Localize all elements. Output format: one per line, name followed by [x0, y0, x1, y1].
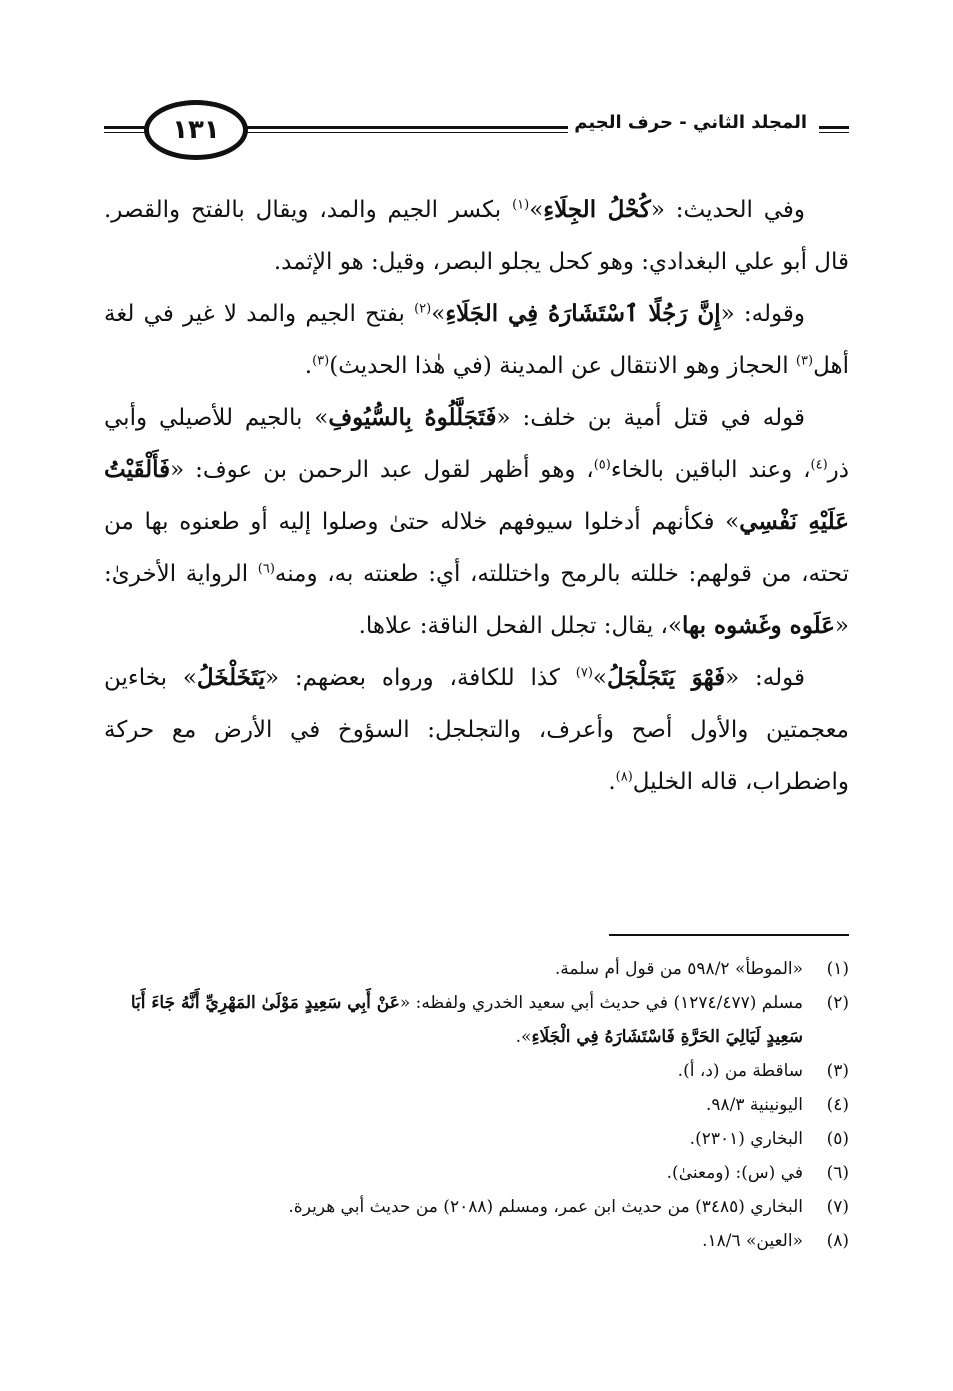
footnote-item	[104, 952, 849, 986]
footnote-ref: (٥)	[593, 457, 611, 473]
footnote-number: (٤)	[826, 1095, 849, 1115]
footnote-text: «العين» ١٨/٦.	[702, 1231, 803, 1251]
footnote-number: (٧)	[826, 1197, 849, 1217]
text-run: » بخاءين معجمتين والأول أصح وأعرف، والتجلجل: السؤوخ في الأرض مع حركة واضطراب، قاله الخليل	[104, 665, 849, 795]
paragraph-3	[104, 392, 849, 652]
text-run: بكسر الجيم والمد، ويقال بالفتح والقصر. قال أبو علي البغدادي: وهو كحل يجلو البصر، وقيل: هو الإثمد.	[104, 197, 849, 275]
footnote-number: (١)	[826, 959, 849, 979]
page-number: ١٣١	[144, 100, 248, 160]
footnote-text: البخاري (٣٤٨٥) من حديث ابن عمر، ومسلم (٢٠٨٨) من حديث أبي هريرة.	[288, 1197, 803, 1217]
hadith-quote: فَهْوَ يَتَجَلْجَلُ	[606, 664, 726, 691]
footnote-text	[131, 993, 803, 1047]
footnote-item	[104, 1156, 849, 1190]
paragraph-1	[104, 184, 849, 288]
running-title: المجلد الثاني - حرف الجيم	[568, 112, 813, 133]
footnote-ref: (٧)	[575, 665, 593, 681]
footnote-item	[104, 1088, 849, 1122]
page-header	[104, 96, 849, 168]
text-run: الرواية الأخرىٰ: «	[104, 561, 849, 639]
paragraph-4	[104, 652, 849, 808]
footnote-separator	[609, 934, 849, 936]
footnote-ref: (٨)	[615, 769, 633, 785]
text-run: قوله في قتل أمية بن خلف: «	[496, 405, 805, 431]
hadith-quote: كُحْلُ الجِلَاءِ	[543, 196, 651, 223]
text-run: ».	[515, 1027, 532, 1047]
hadith-quote: إِنَّ رَجُلًا ٱسْتَشَارَهُ فِي الجَلَاءِ	[445, 300, 721, 327]
footnote-number: (٦)	[826, 1163, 849, 1183]
footnote-item	[104, 1224, 849, 1258]
footnote-ref: (٢)	[414, 301, 432, 317]
text-run: »	[592, 665, 607, 691]
footnote-number: (٨)	[826, 1231, 849, 1251]
text-run: » فكأنهم أدخلوا سيوفهم خلاله حتىٰ وصلوا إليه أو طعنوه بها من تحته، من قولهم: خللته بالرمح واختللته، أي: طعنته به، ومنه	[104, 509, 850, 587]
text-run: وفي الحديث: «	[650, 197, 805, 223]
footnote-item	[104, 986, 849, 1054]
footnote-text: البخاري (٢٣٠١).	[689, 1129, 803, 1149]
text-run: الحجاز وهو الانتقال عن المدينة (في هٰذا الحديث)	[329, 353, 796, 379]
footnote-ref: (١)	[512, 197, 530, 213]
text-run: »	[529, 197, 544, 223]
text-run: بفتح الجيم والمد لا غير في لغة أهل	[104, 301, 849, 379]
header-rule-right	[819, 126, 849, 133]
text-run: مسلم (١٢٧٤/٤٧٧) في حديث أبي سعيد الخدري ولفظه: «	[399, 993, 803, 1013]
footnote-ref: (٣)	[312, 353, 330, 369]
footnote-item	[104, 1190, 849, 1224]
hadith-quote: يَتَخَلْخَلُ	[196, 664, 265, 691]
footnote-text: ساقطة من (د، أ).	[677, 1061, 803, 1081]
footnotes	[104, 952, 849, 1258]
paragraph-2	[104, 288, 849, 392]
footnote-item	[104, 1122, 849, 1156]
text-run: ، وعند الباقين بالخاء	[610, 457, 811, 483]
footnote-number: (٢)	[826, 993, 849, 1013]
hadith-quote: عَلَوه وغَشوه بها	[682, 612, 835, 639]
hadith-quote: فَتَجَلَّلُوهُ بِالسُّيُوفِ	[328, 404, 497, 431]
text-run: وقوله: «	[720, 301, 805, 327]
text-run: .	[608, 769, 616, 795]
footnote-text: في (س): (ومعنىٰ).	[666, 1163, 803, 1183]
footnote-number: (٣)	[826, 1061, 849, 1081]
text-run: ، وهو أظهر لقول عبد الرحمن بن عوف: «	[170, 457, 594, 483]
hadith-quote: عَنْ أَبِي سَعِيدٍ مَوْلَىٰ المَهْرِيِّ أَنَّهُ جَاءَ أَبَا سَعِيدٍ لَيَالِيَ الحَرَّةِ فَاسْتَشَارَهُ فِي الْجَلَاءِ	[130, 993, 803, 1047]
main-text	[104, 184, 849, 808]
footnote-text: «الموطأ» ٥٩٨/٢ من قول أم سلمة.	[554, 959, 803, 979]
footnote-ref: (٦)	[257, 561, 275, 577]
text-run: »، يقال: تجلل الفحل الناقة: علاها.	[358, 613, 683, 639]
text-run: »	[431, 301, 446, 327]
footnote-number: (٥)	[826, 1129, 849, 1149]
hadith-quote: فَأَلْقَيْتُ عَلَيْهِ نَفْسِي	[104, 456, 850, 535]
footnote-ref: (٣)	[795, 353, 814, 369]
footnote-text: اليونينية ٩٨/٣.	[706, 1095, 803, 1115]
text-run: قوله: «	[725, 665, 805, 691]
text-run: » بالجيم للأصيلي وأبي ذر	[104, 405, 850, 483]
footnote-item	[104, 1054, 849, 1088]
text-run: كذا للكافة، ورواه بعضهم: «	[265, 665, 576, 691]
footnote-ref: (٤)	[810, 457, 828, 473]
text-run: .	[304, 353, 313, 379]
